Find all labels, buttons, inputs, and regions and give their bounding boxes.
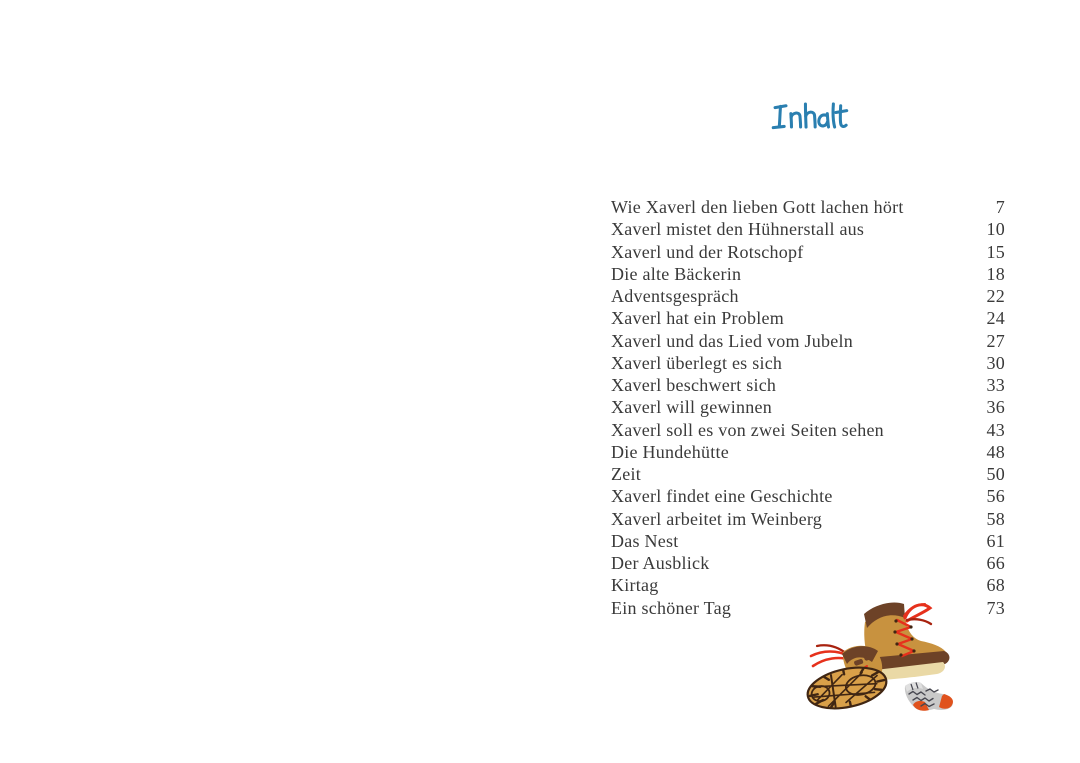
toc-entry-title: Die Hundehütte	[611, 441, 729, 462]
toc-entry-page-number: 15	[986, 241, 1005, 262]
toc-entry-page-number: 18	[986, 263, 1005, 284]
boots-and-sock-drawing	[801, 594, 963, 726]
toc-entry-page-number: 10	[986, 219, 1005, 240]
page-title-lettering	[769, 99, 851, 132]
toc-entry-title: Ein schöner Tag	[611, 597, 732, 618]
toc-row	[611, 263, 1005, 285]
toc-row	[611, 419, 1005, 441]
toc-entry-page-number: 56	[986, 486, 1005, 507]
toc-entry-title: Kirtag	[611, 575, 659, 596]
toc-entry-title: Xaverl mistet den Hühnerstall aus	[611, 219, 865, 240]
toc-row	[611, 441, 1005, 463]
toc-row	[611, 485, 1005, 507]
toc-entry-title: Wie Xaverl den lieben Gott lachen hört	[611, 197, 904, 217]
toc-row	[611, 508, 1005, 530]
toc-entry-title: Die alte Bäckerin	[611, 263, 742, 284]
toc-entry-page-number: 43	[986, 419, 1005, 440]
toc-entry-page-number: 68	[986, 575, 1005, 596]
sock	[905, 682, 953, 711]
toc-entry-title: Zeit	[611, 464, 641, 484]
toc-row	[611, 374, 1005, 396]
toc-entry-title: Xaverl und das Lied vom Jubeln	[611, 330, 853, 351]
lying-boot	[804, 645, 890, 715]
toc-entry-page-number: 58	[986, 508, 1005, 529]
toc-entry-page-number: 7	[995, 197, 1005, 217]
toc-row	[611, 530, 1005, 552]
toc-entry-page-number: 27	[986, 330, 1005, 351]
toc-entry-title: Xaverl und der Rotschopf	[611, 241, 804, 262]
toc-row	[611, 218, 1005, 240]
toc-entry-title: Xaverl überlegt es sich	[611, 352, 783, 373]
toc-entry-title: Adventsgespräch	[611, 286, 739, 306]
toc-entry-title: Xaverl arbeitet im Weinberg	[611, 508, 823, 529]
page-title	[769, 99, 851, 132]
table-of-contents	[611, 196, 1005, 619]
toc-row	[611, 285, 1005, 307]
toc-entry-title: Xaverl findet eine Geschichte	[611, 486, 833, 507]
toc-entry-title: Xaverl soll es von zwei Seiten sehen	[611, 419, 884, 440]
toc-entry-title: Xaverl beschwert sich	[611, 375, 777, 395]
toc-entry-title: Xaverl will gewinnen	[611, 397, 772, 418]
toc-row	[611, 196, 1005, 218]
toc-row	[611, 352, 1005, 374]
toc-row	[611, 330, 1005, 352]
toc-row	[611, 396, 1005, 418]
toc-entry-title: Xaverl hat ein Problem	[611, 308, 784, 329]
toc-entry-page-number: 66	[986, 553, 1005, 573]
toc-entry-page-number: 50	[986, 464, 1005, 484]
toc-entry-page-number: 48	[986, 441, 1005, 462]
toc-entry-page-number: 33	[986, 375, 1005, 395]
toc-entry-title: Das Nest	[611, 530, 679, 551]
boots-and-sock-illustration	[801, 594, 963, 726]
toc-row	[611, 463, 1005, 485]
toc-row	[611, 307, 1005, 329]
toc-row	[611, 552, 1005, 574]
toc-entry-page-number: 36	[986, 397, 1005, 418]
toc-entry-page-number: 24	[986, 308, 1005, 329]
toc-entry-page-number: 73	[986, 597, 1005, 618]
toc-entry-page-number: 30	[986, 352, 1005, 373]
toc-entry-page-number: 22	[986, 286, 1005, 306]
toc-entry-title: Der Ausblick	[611, 553, 710, 573]
toc-row	[611, 241, 1005, 263]
toc-entry-page-number: 61	[986, 530, 1005, 551]
